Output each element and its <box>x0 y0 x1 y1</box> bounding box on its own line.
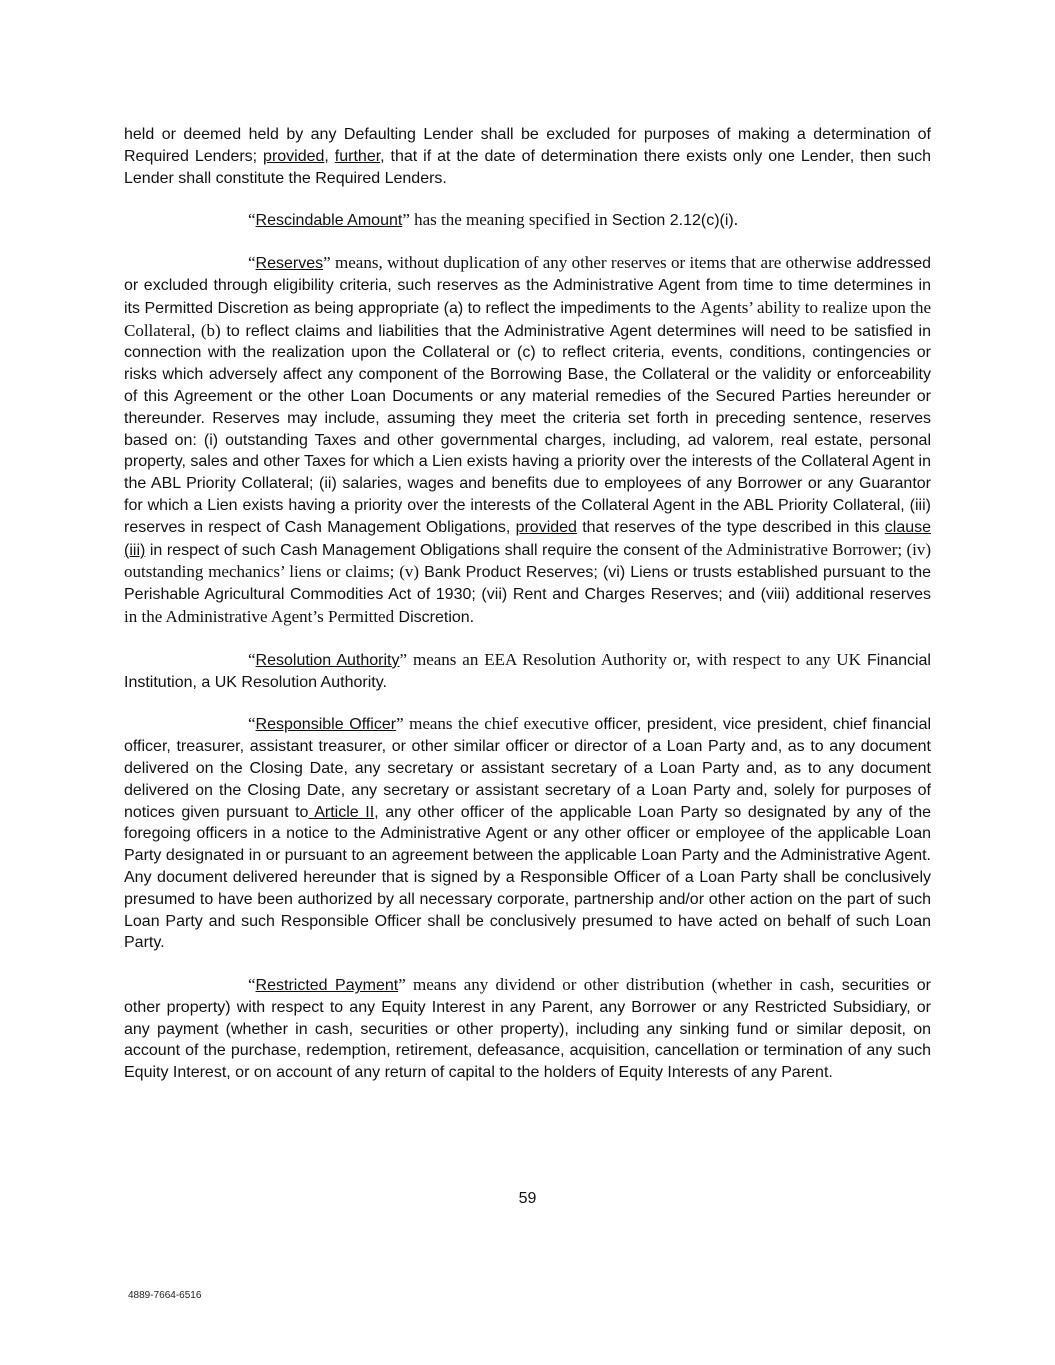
article-reference: Article II <box>308 803 375 821</box>
section-reference: Section 2.12(c)(i) <box>611 212 734 230</box>
text-run: has the meaning specified in <box>409 210 612 230</box>
text-run: Agents’ ability to realize upon the Collateral, (b) <box>124 297 932 340</box>
quote-open: “ <box>248 210 256 230</box>
text-run: , any other officer of the applicable Loan Party so designated by any of the foregoing officers in a notice to the Administrative Agent or any other officer or employee of the applicable Loan Party designated in or pursuant to an agreement between the applicable Loan Party and the Administrative Agent. Any document delivered hereunder that is signed by a Responsible Officer of a Loan Party shall be conclusively presumed to have been authorized by all necessary corporate, partnership and/or other action on the part of such Loan Party and such Responsible Officer shall be conclusively presumed to have acted on behalf of such Loan Party. <box>124 803 932 952</box>
text-run: officer, president, vice president, chief financial officer, treasurer, assistant treasurer, or other similar officer or director of a Loan Party and, as to any document delivered on the Closing Date, any secretary or assistant secretary of a Loan Party and, as to any document delivered on the Closing Date, any secretary or assistant secretary of a Loan Party and, solely for purposes of notices given pursuant to <box>124 716 932 821</box>
further-term: further <box>334 147 381 165</box>
definition-restricted-payment <box>124 974 931 1084</box>
clause-reference: clause (iii) <box>124 518 932 559</box>
defined-term: Rescindable Amount <box>255 212 403 230</box>
text-run: Bank Product Reserves; (vi) Liens or trusts established pursuant to the Perishable Agricultural Commodities Act of 1930; (vii) Rent and Charges Reserves; and (viii) additional reserves <box>124 564 931 604</box>
quote-open: “ <box>248 975 256 995</box>
text-run: held or deemed held by any Defaulting Lender shall be excluded for purposes of making a determination of Required Lenders; <box>124 126 931 165</box>
document-id: 4889-7664-6516 <box>128 1290 202 1301</box>
defined-term: Restricted Payment <box>255 977 399 995</box>
text-run: , <box>324 147 335 165</box>
text-run: in the Administrative Agent’s Permitted <box>124 606 395 626</box>
text-run: addressed or excluded through eligibility criteria, such reserves as the Administrative Agent from time to time determines in its Permitted Discretion as being appropriate (a) to reflect the impediments to the <box>124 255 931 317</box>
text-run: to reflect claims and liabilities that the Administrative Agent determines will need to be satisfied in connection with the realization upon the Collateral or (c) to reflect criteria, events, conditions, contingencies or risks which adversely affect any component of the Borrowing Base, the Collateral or the validity or enforceability of this Agreement or the other Loan Documents or any material remedies of the Secured Parties hereunder or thereunder. Reserves may include, assuming they meet the criteria set forth in preceding sentence, reserves based on: (i) outstanding Taxes and other governmental charges, including, ad valorem, real estate, personal property, sales and other Taxes for which a Lien exists having a priority over the interests of the Collateral Agent in the ABL Priority Collateral; (ii) salaries, wages and benefits due to employees of any Borrower or any Guarantor for which a Lien exists having a priority over the interests of the Collateral Agent in the ABL Priority Collateral, (iii) reserves in respect of Cash Management Obligations, <box>124 322 931 536</box>
text-run: in respect of such Cash Management Obligations shall require the consent of <box>145 541 702 559</box>
quote-open: “ <box>248 714 256 734</box>
text-run: the Administrative Borrower; (iv) outstanding mechanics’ liens or claims; (v) <box>124 539 931 582</box>
text-run: means an EEA Resolution Authority or, with respect to any UK <box>407 649 861 669</box>
quote-close: ” <box>402 210 410 230</box>
defined-term: Resolution Authority <box>255 651 400 669</box>
definition-responsible-officer <box>124 713 931 954</box>
provided-term: provided <box>515 518 577 536</box>
defined-term: Reserves <box>255 255 324 273</box>
text-run: Discretion. <box>394 608 475 626</box>
quote-close: ” <box>398 975 406 995</box>
page-number: 59 <box>518 1190 537 1207</box>
continuation-paragraph <box>124 124 931 189</box>
text-run: means the chief executive <box>403 714 589 734</box>
quote-open: “ <box>248 649 256 669</box>
text-run: means any dividend or other distribution (whether in cash, <box>405 975 835 995</box>
definition-resolution-authority <box>124 649 931 694</box>
quote-close: ” <box>396 714 404 734</box>
definition-reserves <box>124 252 931 629</box>
defined-term: Responsible Officer <box>255 716 397 734</box>
quote-open: “ <box>248 253 256 273</box>
text-run: means, without duplication of any other reserves or items that are otherwise <box>330 253 852 273</box>
provided-term: provided <box>263 147 325 165</box>
quote-close: ” <box>399 649 408 669</box>
text-run: securities or other property) with respect to any Equity Interest in any Parent, any Borrower or any Restricted Subsidiary, or any payment (whether in cash, securities or other property), including any sinking fund or similar deposit, on account of the purchase, redemption, retirement, defeasance, acquisition, cancellation or termination of any such Equity Interest, or on account of any return of capital to the holders of Equity Interests of any Parent. <box>124 977 931 1082</box>
text-run: Financial Institution, a UK Resolution Authority. <box>124 651 931 691</box>
page-body <box>124 124 931 1104</box>
text-run: , that if at the date of determination there exists only one Lender, then such Lender shall constitute the Required Lenders. <box>124 147 931 187</box>
text-run: that reserves of the type described in this <box>576 518 885 536</box>
definition-rescindable-amount <box>124 209 931 232</box>
quote-close: ” <box>323 253 331 273</box>
text-run: . <box>733 210 738 230</box>
